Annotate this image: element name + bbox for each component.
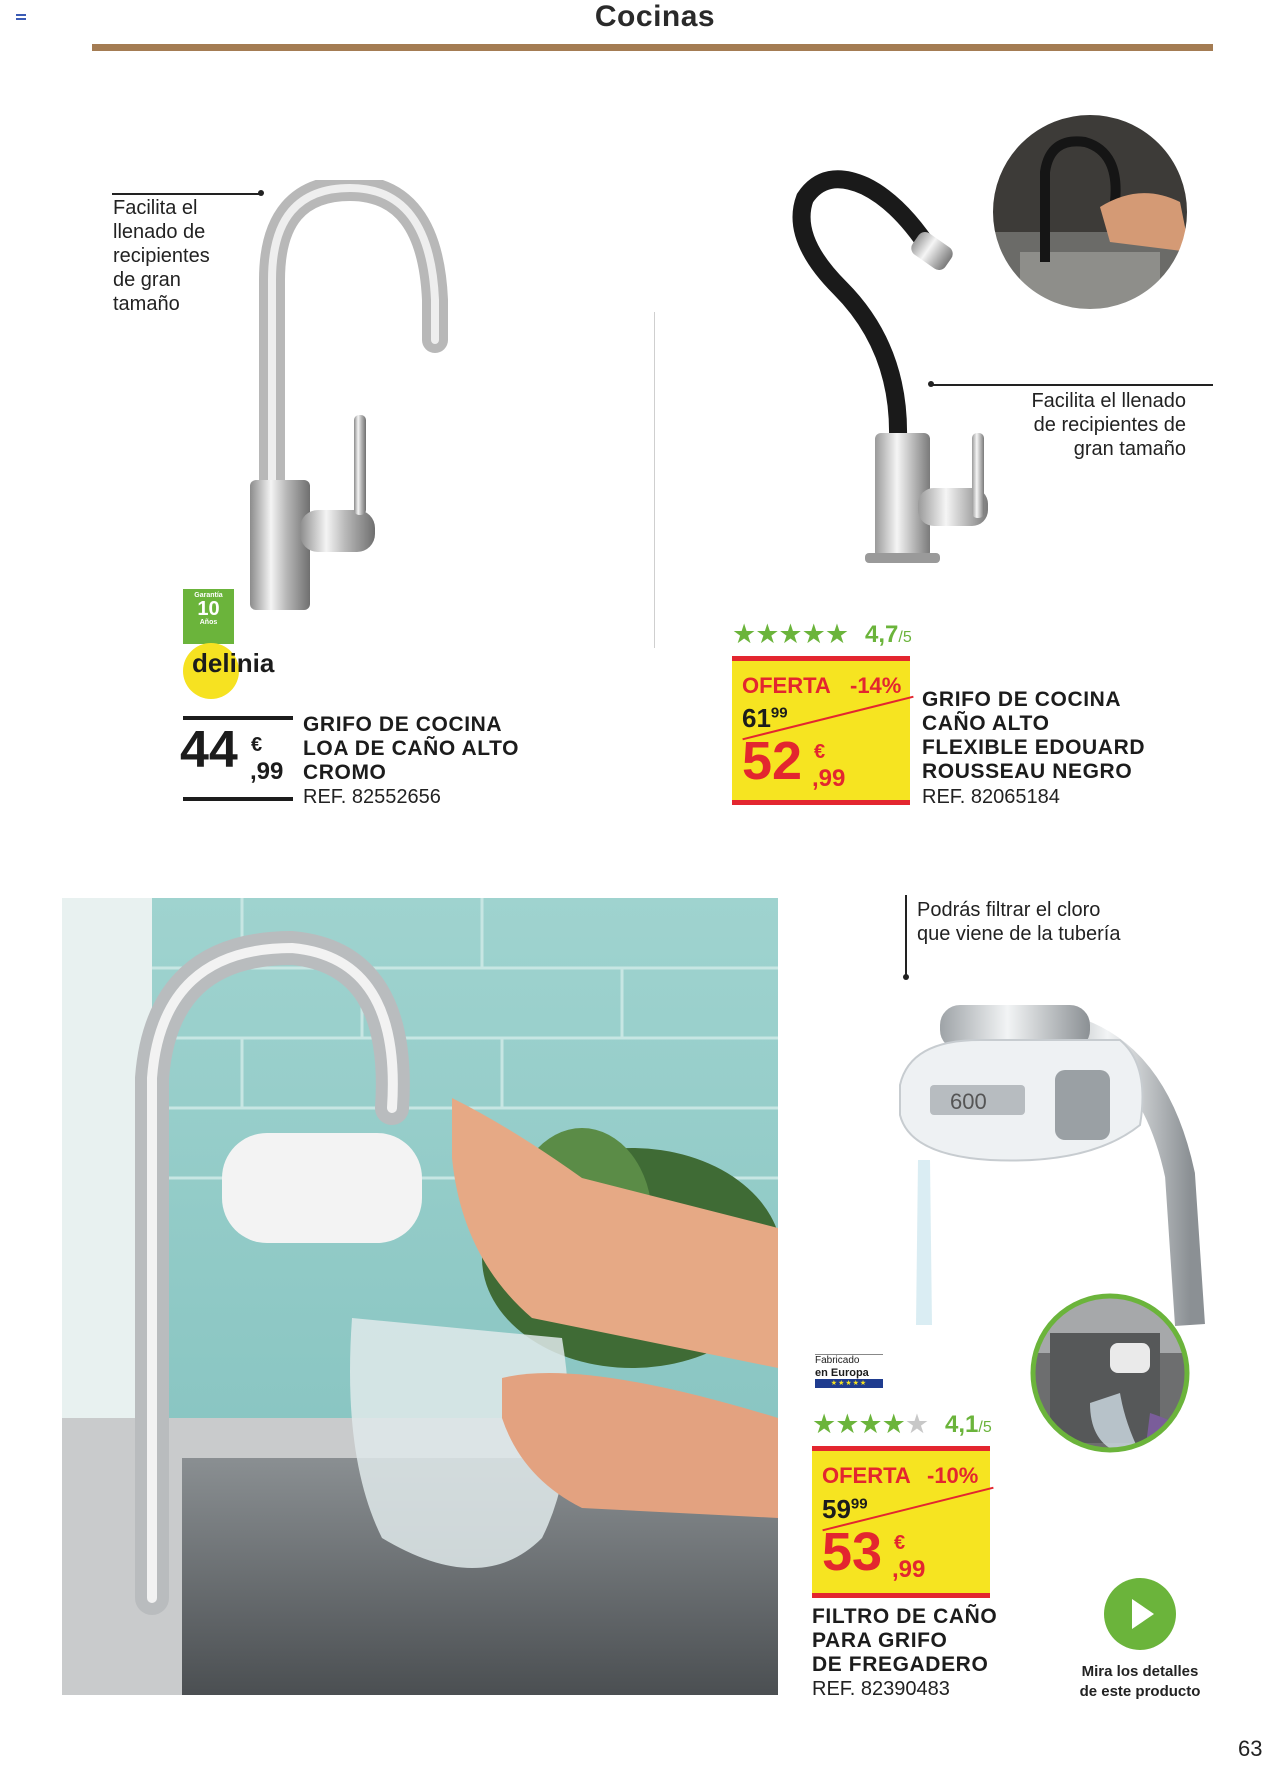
offer-label: OFERTA [742,673,831,698]
feature-note-3: Podrás filtrar el cloro que viene de la tubería [917,899,1121,945]
star-rating-2: ★★★★★ [732,619,849,649]
new-price-integer: 53 [822,1522,883,1582]
new-price-currency: € [894,1532,906,1554]
note-line [930,384,1213,386]
column-divider [654,312,655,648]
note-line [905,895,907,977]
product-ref-3: REF. 82390483 [812,1678,950,1700]
filter-in-use-photo [1030,1293,1190,1453]
new-price-integer: 52 [742,731,803,791]
tap-filter-image [890,995,1220,1335]
product-name-2: GRIFO DE COCINA CAÑO ALTO FLEXIBLE EDOUARD ROUSSEAU NEGRO [922,688,1146,783]
note-dot [928,381,934,387]
page-number: 63 [1238,1736,1263,1761]
product-name-1: GRIFO DE COCINA LOA DE CAÑO ALTO CROMO [303,713,520,784]
offer-discount: -14% [850,673,902,698]
price-rule-bottom [183,797,293,801]
product-details-link[interactable]: Mira los detalles de este producto [1079,1663,1201,1700]
product-name-3: FILTRO DE CAÑO PARA GRIFO DE FREGADERO [812,1605,998,1676]
feature-note-1: Facilita el llenado de recipientes de gran tamaño [113,197,210,315]
rating-value-3: 4,1/5 [945,1411,992,1438]
chrome-faucet-image [240,180,480,620]
offer-box-2 [732,656,910,805]
brand-logo: delinia [192,648,275,678]
filter-display: 600 [950,1089,987,1114]
new-price-decimals: ,99 [812,765,846,792]
rating-value-2: 4,7/5 [865,621,912,648]
new-price-currency: € [814,741,826,763]
page-title: Cocinas [594,0,716,33]
feature-note-2: Facilita el llenado de recipientes de gran tamaño [1031,390,1186,460]
offer-box-3 [812,1446,990,1598]
offer-discount: -10% [927,1463,979,1488]
flexible-faucet-image [780,168,1020,598]
offer-label: OFERTA [822,1463,911,1488]
price-integer: 44 [180,721,238,779]
title-divider [92,44,1213,51]
price-decimals: ,99 [250,758,284,785]
new-price-decimals: ,99 [892,1556,926,1583]
price-rule-top [183,716,293,720]
old-price: $59^{99}$ [822,1494,1000,1525]
play-icon[interactable] [1104,1578,1176,1650]
note-dot [903,974,909,980]
old-price: $61^{99}$ [742,703,920,734]
product-ref-1: REF. 82552656 [303,786,441,808]
product-ref-2: REF. 82065184 [922,786,1060,808]
kitchen-sink-photo [62,898,778,1695]
guarantee-badge: Garantía 10 Años [183,589,234,644]
star-rating-3: ★★★★★ [812,1409,929,1439]
price-currency: € [251,734,263,756]
made-in-europe-badge: Fabricado en Europa ★★★★★ [815,1354,883,1398]
faucet-in-use-photo [990,112,1190,312]
